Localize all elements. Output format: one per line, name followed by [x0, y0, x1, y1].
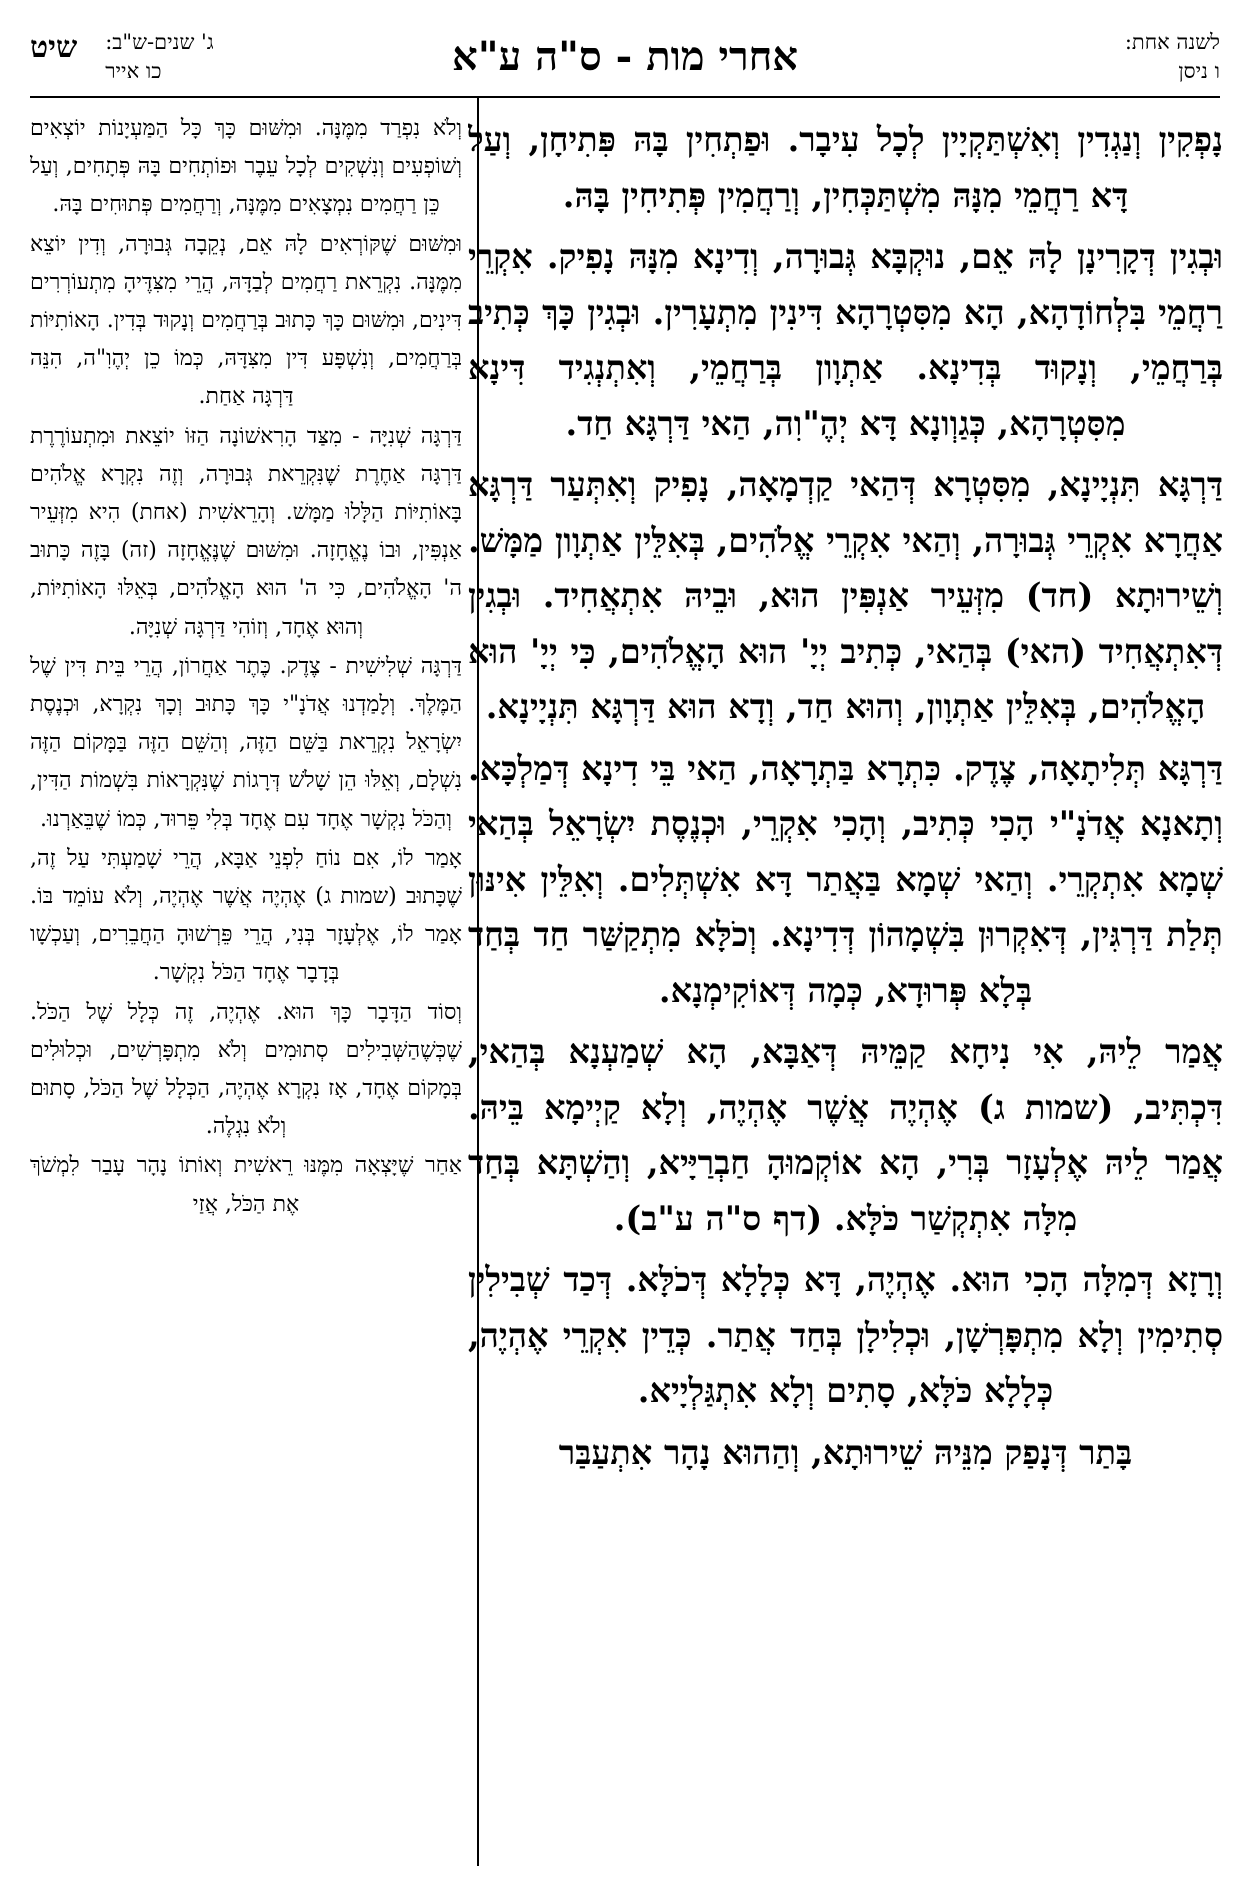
header-three-years-label: ג' שנים-ש"ב: [105, 30, 214, 54]
header-divider [30, 96, 1220, 98]
zohar-aramaic-column [468, 112, 1223, 1872]
main-paragraph: וּבְגִין דְּקָרִינָן לָהּ אֵם, נוּקְבָּא גְּבוּרָה, וְדִינָא מִנָּהּ נָפִיק. אִקְרֵי רַחֲמֵי בִּלְחוֹדָהָא, הָא מִסִּטְרָהָא דִּינִין מִתְעָרִין. וּבְגִין כָּךְ כְּתִיב בְּרַחֲמֵי, וְנָקוּד בְּדִינָא. אַתְוָון בְּרַחֲמֵי, וְאִתְנְגִיד דִּינָא מִסִּטְרָהָא, כְּגַוְונָא דָּא יְהֶ"וִה, הַאי דַּרְגָּא חַד. [468, 237, 1223, 443]
header-page-info [30, 28, 214, 86]
main-paragraph: בָּתַר דְּנָפַק מִנֵּיהּ שֵׁירוּתָא, וְהַהוּא נָהָר אִתְעַבַּר [558, 1432, 1133, 1472]
main-paragraph: דַּרְגָּא תִּנְיָינָא, מִסִּטְרָא דְּהַאי קַדְמָאָה, נָפִיק וְאִתְּעַר דַּרְגָּא אַחֲרָא אִקְרֵי גְּבוּרָה, וְהַאי אִקְרֵי אֱלֹהִים, בְּאִלֵּין אַתְוָון מַמָּשׁ. וְשֵׁירוּתָא (חד) מִזְּעֵיר אַנְפִּין הוּא, וּבֵיהּ אִתְאֲחִיד. וּבְגִין דְּאִתְאֲחִיד (האי) בְּהַאי, כְּתִיב יְיָ' הוּא הָאֱלֹהִים, כִּי יְיָ' הוּא הָאֱלֹהִים, בְּאִלֵּין אַתְוָון, וְהוּא חַד, וְדָא הוּא דַּרְגָּא תִּנְיָינָא. [468, 465, 1223, 726]
header-one-year-label: לשנה אחת: [1124, 30, 1220, 54]
main-paragraph: אֲמַר לֵיהּ, אִי נִיחָא קַמֵּיהּ דְּאַבָּא, הָא שְׁמַעְנָא בְּהַאי, דִּכְתִּיב, (שמות ג) אֶהְיֶה אֲשֶׁר אֶהְיֶה, וְלָא קַיְימָא בֵּיהּ. אֲמַר לֵיהּ אֶלְעָזָר בְּרִי, הָא אוֹקְמוּהָ חַבְרַיָּיא, וְהַשְׁתָּא בְּחַד מִלָּה אִתְקְשַׁר כֹּלָּא. (דף ס"ה ע"ב). [468, 1032, 1223, 1238]
page-number: שיט [30, 30, 78, 65]
header-three-years-info [105, 28, 214, 86]
translation-paragraph: דַּרְגָּה שְׁנִיָּה - מִצַּד הָרִאשׁוֹנָה הַזּוֹ יוֹצֵאת וּמִתְעוֹרֶרֶת דַּרְגָּה אַחֶרֶת שֶׁנִּקְרֵאת גְּבוּרָה, וְזֶה נִקְרָא אֱלֹהִים בָּאוֹתִיּוֹת הַלָּלוּ מַמָּשׁ. וְהָרֵאשִׁית (אחת) הִיא מִזְּעֵיר אַנְפִּין, וּבוֹ נֶאֱחָזָה. וּמִשּׁוּם שֶׁנֶּאֱחָזָה (זה) בָּזֶה כָּתוּב ה' הָאֱלֹהִים, כִּי ה' הוּא הָאֱלֹהִים, בְּאֵלּוּ הָאוֹתִיּוֹת, וְהוּא אֶחָד, וְזוֹהִי דַּרְגָּה שְׁנִיָּה. [30, 423, 462, 640]
translation-paragraph: אָמַר לוֹ, אִם נוֹחַ לִפְנֵי אַבָּא, הֲרֵי שָׁמַעְתִּי עַל זֶה, שֶׁכָּתוּב (שמות ג) אֶהְיֶה אֲשֶׁר אֶהְיֶה, וְלֹא עוֹמֵד בּוֹ. אָמַר לוֹ, אֶלְעָזָר בְּנִי, הֲרֵי פֵּרְשׁוּהָ הַחֲבֵרִים, וְעַכְשָׁו בְּדָבָר אֶחָד הַכֹּל נִקְשָׁר. [30, 845, 462, 986]
translation-paragraph: וְלֹא נִפְרַד מִמֶּנָּה. וּמִשּׁוּם כָּךְ כָּל הַמַּעְיָנוֹת יוֹצְאִים וְשׁוֹפְעִים וְנִשְׁקִים לְכָל עֵבֶר וּפוֹתְחִים בָּהּ פְּתָחִים, וְעַל כֵּן רַחֲמִים נִמְצָאִים מִמֶּנָּה, וְרַחֲמִים פְּתוּחִים בָּהּ. [30, 116, 462, 218]
page-title: אחרי מות - ס"ה ע"א [452, 33, 798, 80]
translation-paragraph: וְסוֹד הַדָּבָר כָּךְ הוּא. אֶהְיֶה, זֶה כְּלָל שֶׁל הַכֹּל. שֶׁכְּשֶׁהַשְּׁבִילִים סְתוּמִים וְלֹא מִתְפָּרְשִׁים, וּכְלוּלִים בְּמָקוֹם אֶחָד, אָז נִקְרָא אֶהְיֶה, הַכְּלָל שֶׁל הַכֹּל, סָתוּם וְלֹא נִגְלֶה. [30, 999, 462, 1140]
header-one-year-date: ו ניסן [1178, 59, 1220, 83]
main-paragraph: דַּרְגָּא תְּלִיתָאָה, צֶדֶק. כִּתְרָא בַּתְרָאָה, הַאי בֵּי דִינָא דְּמַלְכָּא. וְתָאנָא אֲדֹנָ"י הָכִי כְּתִיב, וְהָכִי אִקְרֵי, וּכְנֶסֶת יִשְׂרָאֵל בְּהַאי שְׁמָא אִתְקְרֵי. וְהַאי שְׁמָא בַּאֲתַר דָּא אִשְׁתְּלִים. וְאִלֵּין אִינּוּן תְּלַת דַּרְגִּין, דְּאִקְרוּן בִּשְׁמָהוֹן דְּדִינָא. וְכֹלָּא מִתְקַשַּׁר חַד בְּחַד בְּלָא פְּרוּדָא, כְּמָה דְּאוֹקִימְנָא. [468, 748, 1223, 1010]
main-paragraph: וְרָזָא דְּמִלָּה הָכִי הוּא. אֶהְיֶה, דָּא כְּלָלָא דְּכֹלָּא. דְּכַד שְׁבִילִין סְתִימִין וְלָא מִתְפָּרְשָׁן, וּכְלִילָן בְּחַד אֲתַר. כְּדֵין אִקְרֵי אֶהְיֶה, כְּלָלָא כֹּלָּא, סָתִים וְלָא אִתְגַּלְיָיא. [468, 1260, 1223, 1410]
page-header [30, 28, 1220, 98]
hebrew-translation-column [30, 110, 462, 1875]
translation-paragraph: דַּרְגָּה שְׁלִישִׁית - צֶדֶק. כֶּתֶר אַחֲרוֹן, הֲרֵי בֵּית דִּין שֶׁל הַמֶּלֶךְ. וְלָמַדְנוּ אֲדֹנָ"י כָּךְ כָּתוּב וְכָךְ נִקְרָא, וּכְנֶסֶת יִשְׂרָאֵל נִקְרֵאת בַּשֵּׁם הַזֶּה, וְהַשֵּׁם הַזֶּה בַּמָּקוֹם הַזֶּה נִשְׁלָם, וְאֵלּוּ הֵן שָׁלֹשׁ דְּרָגוֹת שֶׁנִּקְרָאוֹת בִּשְׁמוֹת הַדִּין, וְהַכֹּל נִקְשָׁר אֶחָד עִם אֶחָד בְּלִי פֵּרוּד, כְּמוֹ שֶׁבֵּאַרְנוּ. [30, 653, 462, 832]
main-paragraph: נָפְקִין וְנַגְדִין וְאִשְׁתַּקְיָין לְכָל עִיבָר. וּפַתְחִין בָּהּ פִּתִיחָן, וְעַל דָּא רַחֲמֵי מִנָּהּ מִשְׁתַּכְּחִין, וְרַחֲמִין פְּתִיחִין בָּהּ. [468, 120, 1223, 215]
translation-paragraph: אַחַר שֶׁיָּצְאָה מִמֶּנּוּ רֵאשִׁית וְאוֹתוֹ נָהָר עָבַר לִמְשֹׁךְ אֶת הַכֹּל, אֲזַי [30, 1153, 462, 1217]
translation-paragraph: וּמִשּׁוּם שֶׁקּוֹרְאִים לָהּ אֵם, נְקֵבָה גְּבוּרָה, וְדִין יוֹצֵא מִמֶּנָּה. נִקְרֵאת רַחֲמִים לְבַדָּהּ, הֲרֵי מִצִּדֶּיהָ מִתְעוֹרְרִים דִּינִים, וּמִשּׁוּם כָּךְ כָּתוּב בְּרַחֲמִים וְנָקוּד בְּדִין. הָאוֹתִיּוֹת בְּרַחֲמִים, וְנִשְׁפָּע דִּין מִצִּדָּהּ, כְּמוֹ כֵן יְהֶוִ"ה, הִנֵּה דַּרְגָּה אַחַת. [30, 231, 462, 410]
header-three-years-date: כו אייר [105, 59, 162, 83]
